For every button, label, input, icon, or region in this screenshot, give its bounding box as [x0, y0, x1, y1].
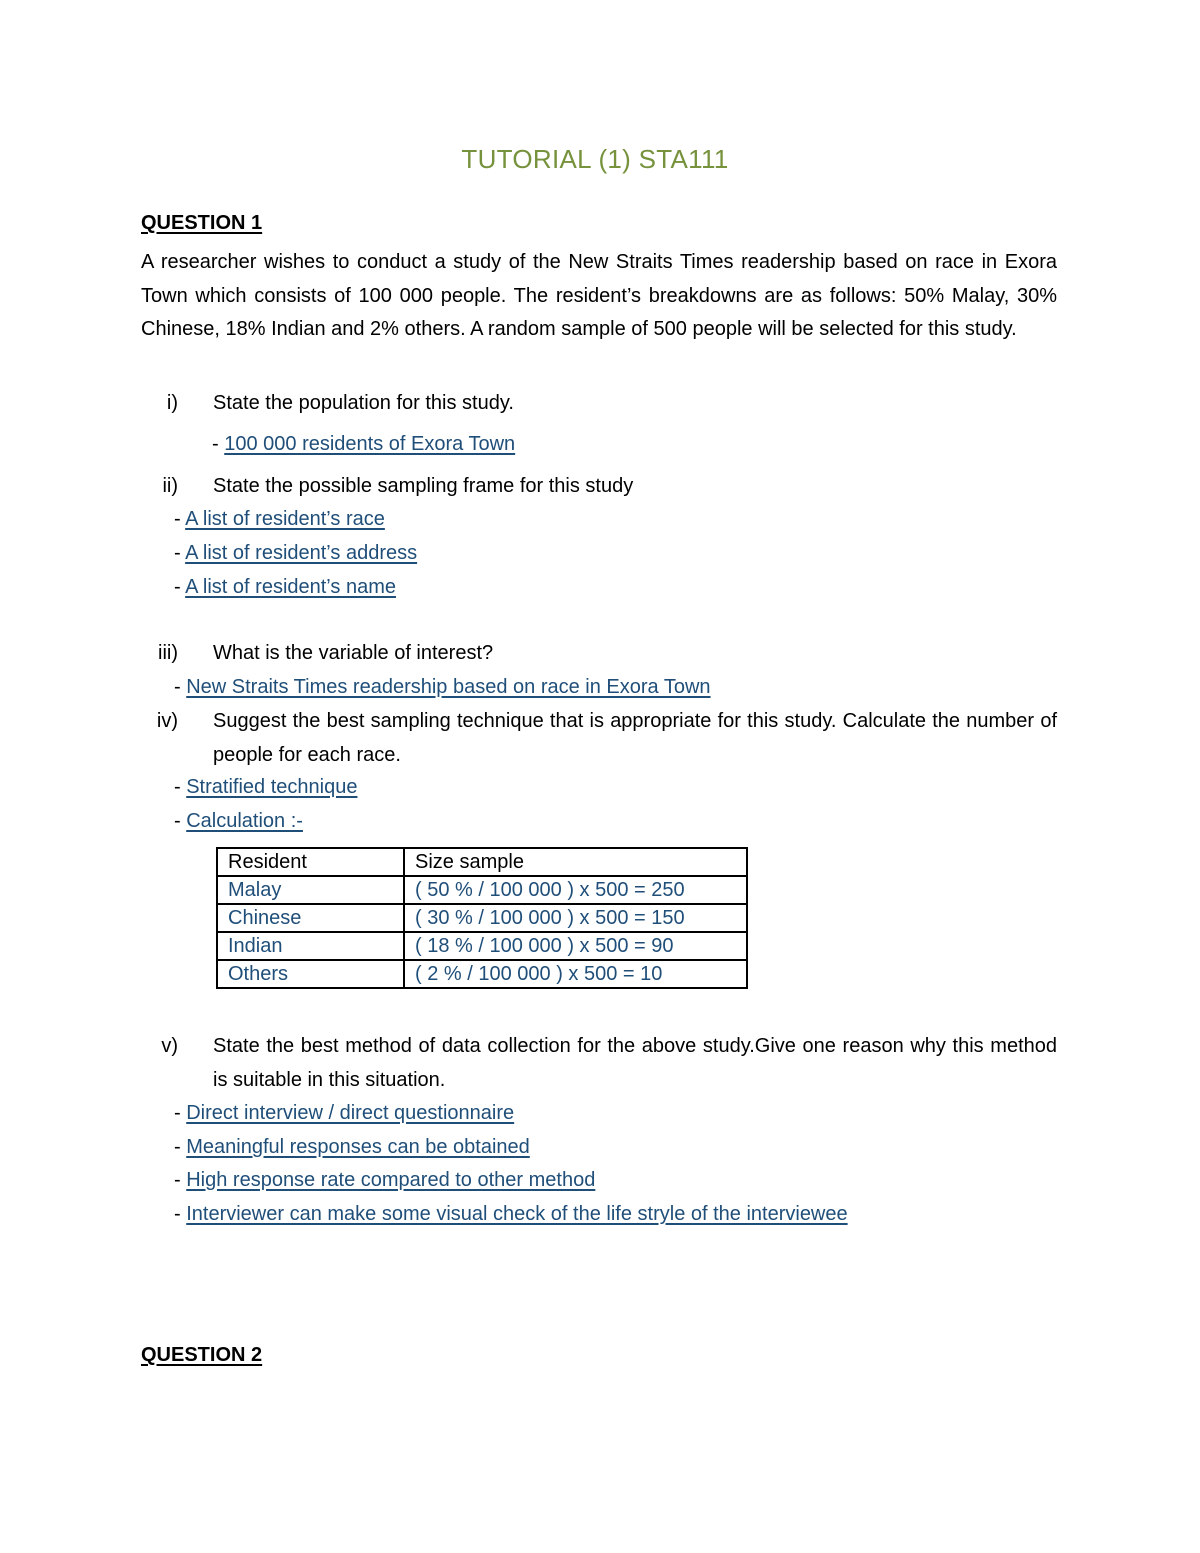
table-cell: Others: [217, 960, 404, 988]
answer-text: Stratified technique: [186, 776, 358, 798]
item-text: What is the variable of interest?: [213, 642, 494, 664]
item-text: Suggest the best sampling technique that is appropriate for this study. Calculate the number of people for each race.: [213, 710, 1057, 766]
answer-line: [174, 1099, 514, 1127]
answer-line: [174, 1133, 530, 1161]
answer-text: 100 000 residents of Exora Town: [224, 433, 516, 455]
table-row: [217, 876, 747, 904]
item-number: iv): [156, 710, 178, 732]
item-number: v): [161, 1035, 178, 1057]
answer-text: Calculation :-: [186, 810, 303, 832]
question-2-heading: QUESTION 2: [141, 1344, 263, 1366]
answer-dash: -: [174, 776, 187, 798]
answer-text: A list of resident’s name: [185, 576, 396, 598]
table-cell: ( 18 % / 100 000 ) x 500 = 90: [404, 932, 747, 960]
answer-line: [174, 1200, 848, 1228]
answer-dash: -: [174, 1136, 187, 1158]
question-1-heading: QUESTION 1: [141, 212, 263, 234]
item-text: State the best method of data collection for the above study.Give one reason why this method is suitable in this situation.: [213, 1035, 1057, 1091]
answer-text: New Straits Times readership based on race in Exora Town: [186, 676, 711, 698]
answer-line: [174, 673, 711, 701]
answer-line: [174, 573, 396, 601]
table-row: [217, 960, 747, 988]
item-number: ii): [162, 475, 178, 497]
table-cell: ( 2 % / 100 000 ) x 500 = 10: [404, 960, 747, 988]
answer-dash: -: [174, 508, 186, 530]
item-text: State the possible sampling frame for this study: [213, 475, 634, 497]
table-header-cell: Resident: [217, 848, 404, 876]
answer-line: [174, 539, 417, 567]
item-number: iii): [158, 642, 178, 664]
answer-line: [212, 430, 515, 458]
answer-dash: -: [212, 433, 225, 455]
answer-text: High response rate compared to other method: [186, 1169, 596, 1191]
answer-dash: -: [174, 542, 186, 564]
answer-text: Direct interview / direct questionnaire: [186, 1102, 515, 1124]
item-text: State the population for this study.: [213, 392, 514, 414]
answer-dash: -: [174, 1102, 187, 1124]
answer-dash: -: [174, 576, 186, 598]
table-header-cell: Size sample: [404, 848, 747, 876]
table-cell: ( 30 % / 100 000 ) x 500 = 150: [404, 904, 747, 932]
answer-text: Meaningful responses can be obtained: [186, 1136, 530, 1158]
table-cell: Indian: [217, 932, 404, 960]
answer-text: A list of resident’s race: [185, 508, 385, 530]
answer-dash: -: [174, 1203, 187, 1225]
calculation-table: [216, 847, 748, 989]
answer-text: Interviewer can make some visual check of the life stryle of the interviewee: [186, 1203, 848, 1225]
answer-line: [174, 807, 303, 835]
answer-dash: -: [174, 810, 187, 832]
question-item-iv: [141, 705, 1057, 775]
question-item-v: [141, 1030, 1057, 1100]
table-cell: ( 50 % / 100 000 ) x 500 = 250: [404, 876, 747, 904]
table-row: [217, 932, 747, 960]
answer-line: [174, 1166, 595, 1194]
item-number: i): [166, 392, 178, 414]
answer-line: [174, 505, 385, 533]
answer-text: A list of resident’s address: [185, 542, 418, 564]
table-header-row: [217, 848, 747, 876]
answer-line: [174, 773, 357, 801]
answer-dash: -: [174, 676, 187, 698]
table-row: [217, 904, 747, 932]
table-cell: Chinese: [217, 904, 404, 932]
table-cell: Malay: [217, 876, 404, 904]
question-1-paragraph: A researcher wishes to conduct a study of the New Straits Times readership based on race in Exora Town which consists of 100 000 people. The resident’s breakdowns are as follows: 50% Malay, 30% Chinese, 18% Indian and 2% others. A random sample of 500 people will be selected for this study.: [141, 251, 1057, 340]
page-title: TUTORIAL (1) STA111: [461, 144, 729, 174]
answer-dash: -: [174, 1169, 187, 1191]
